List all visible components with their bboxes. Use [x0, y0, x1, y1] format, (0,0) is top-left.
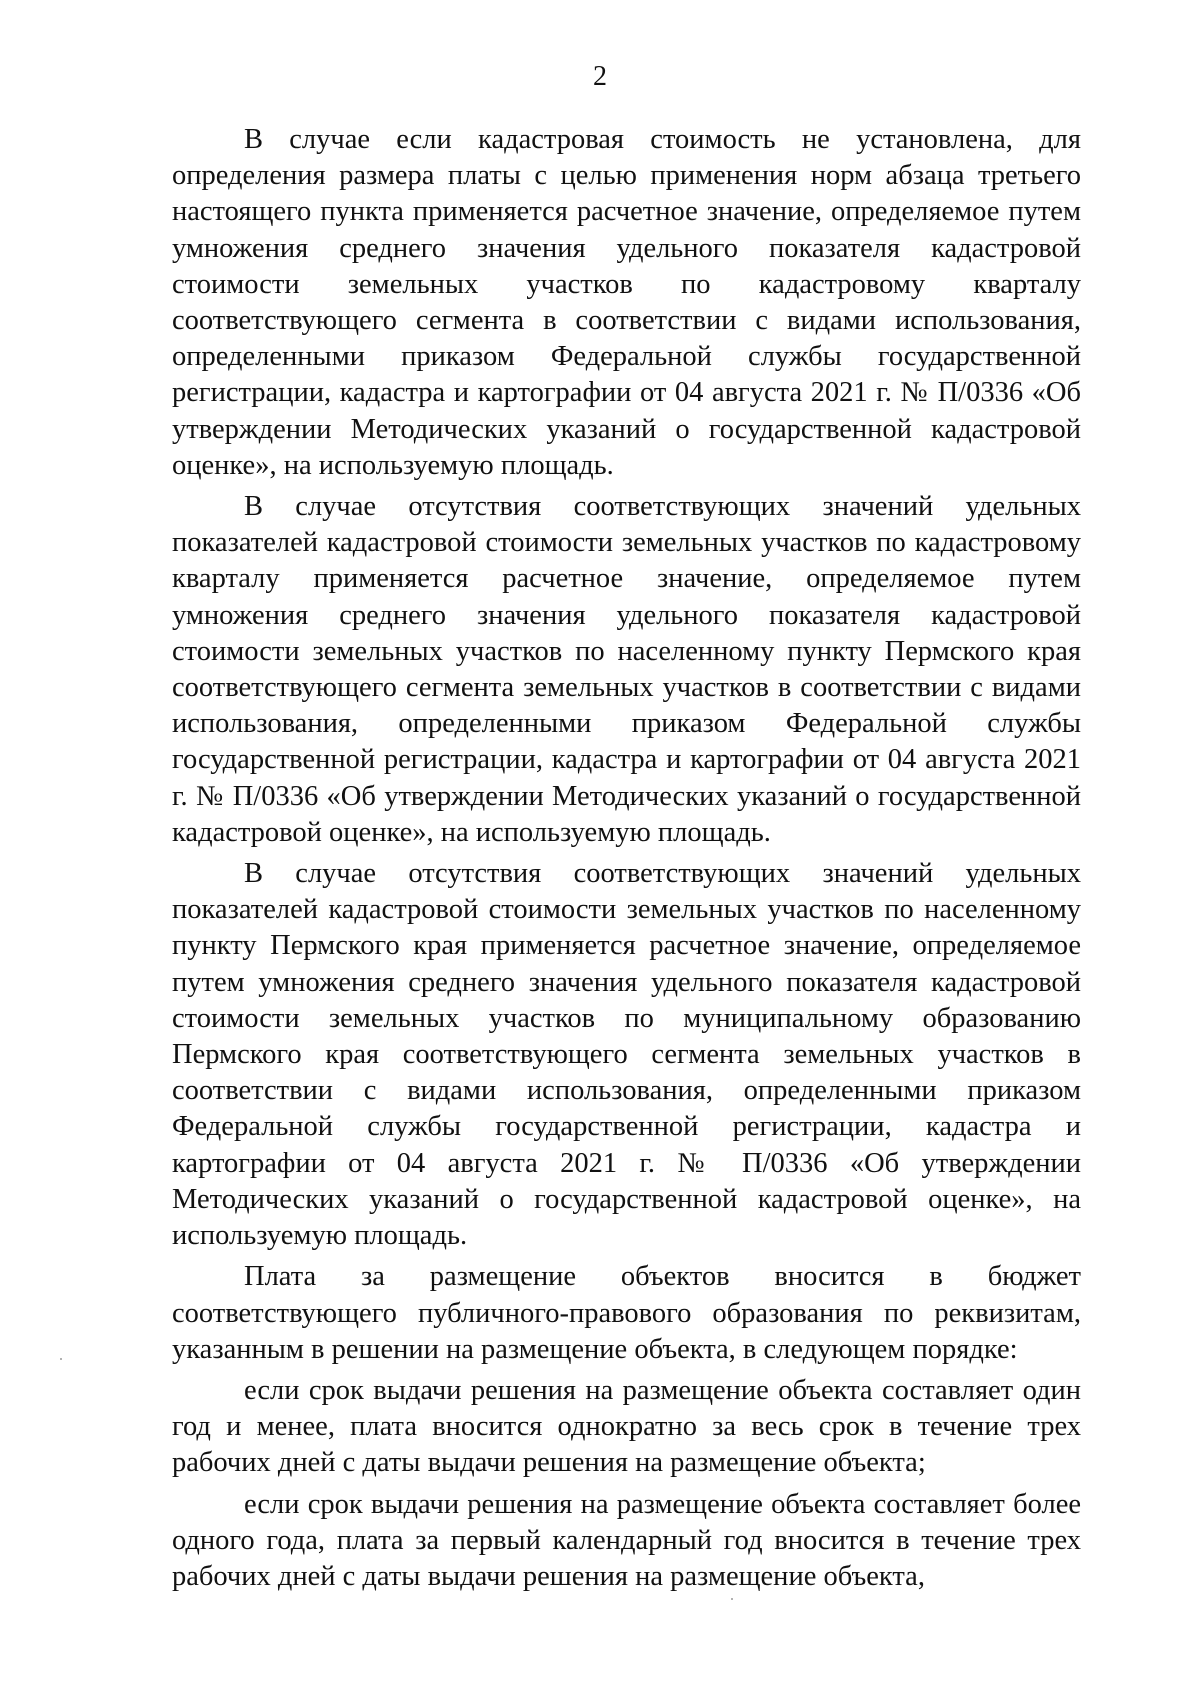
- paragraph-no-quarter-values: В случае отсутствия соответствующих значений удельных показателей кадастровой стоимости земельных участков по кадастровому кварталу применяется расчетное значение, определяемое путем умножения среднего значения удельного показателя кадастровой стоимости земельных участков по населенному пункту Пермского края соответствующего сегмента земельных участков в соответствии с видами использования, определенными приказом Федеральной службы государственной регистрации, кадастра и картографии от 04 августа 2021 г. № П/0336 «Об утверждении Методических указаний о государственной кадастровой оценке», на используемую площадь.: [172, 491, 1081, 848]
- scan-speck: [731, 1598, 733, 1600]
- paragraph-no-settlement-values: В случае отсутствия соответствующих значений удельных показателей кадастровой стоимости земельных участков по населенному пункту Пермского края применяется расчетное значение, определяемое путем умножения среднего значения удельного показателя кадастровой стоимости земельных участков по муниципальному образованию Пермского края соответствующего сегмента земельных участков в соответствии с видами использования, определенными приказом Федеральной службы государственной регистрации, кадастра и картографии от 04 августа 2021 г. № П/0336 «Об утверждении Методических указаний о государственной кадастровой оценке», на используемую площадь.: [172, 858, 1081, 1252]
- paragraph-term-more-than-one-year: если срок выдачи решения на размещение объекта составляет более одного года, плата за первый календарный год вносится в течение трех рабочих дней с даты выдачи решения на размещение объекта,: [172, 1488, 1081, 1592]
- scan-speck: [60, 1358, 62, 1360]
- document-body: [172, 122, 1081, 1600]
- paragraph-payment-procedure: Плата за размещение объектов вносится в бюджет соответствующего публичного-правового образования по реквизитам, указанным в решении на размещение объекта, в следующем порядке:: [172, 1261, 1081, 1365]
- paragraph-term-one-year-or-less: если срок выдачи решения на размещение объекта составляет один год и менее, плата вносится однократно за весь срок в течение трех рабочих дней с даты выдачи решения на размещение объекта;: [172, 1374, 1081, 1479]
- paragraph-cadastral-value-not-set: В случае если кадастровая стоимость не установлена, для определения размера платы с целью применения норм абзаца третьего настоящего пункта применяется расчетное значение, определяемое путем умножения среднего значения удельного показателя кадастровой стоимости земельных участков по кадастровому кварталу соответствующего сегмента в соответствии с видами использования, определенными приказом Федеральной службы государственной регистрации, кадастра и картографии от 04 августа 2021 г. № П/0336 «Об утверждении Методических указаний о государственной кадастровой оценке», на используемую площадь.: [172, 124, 1081, 481]
- page-number: 2: [593, 61, 607, 92]
